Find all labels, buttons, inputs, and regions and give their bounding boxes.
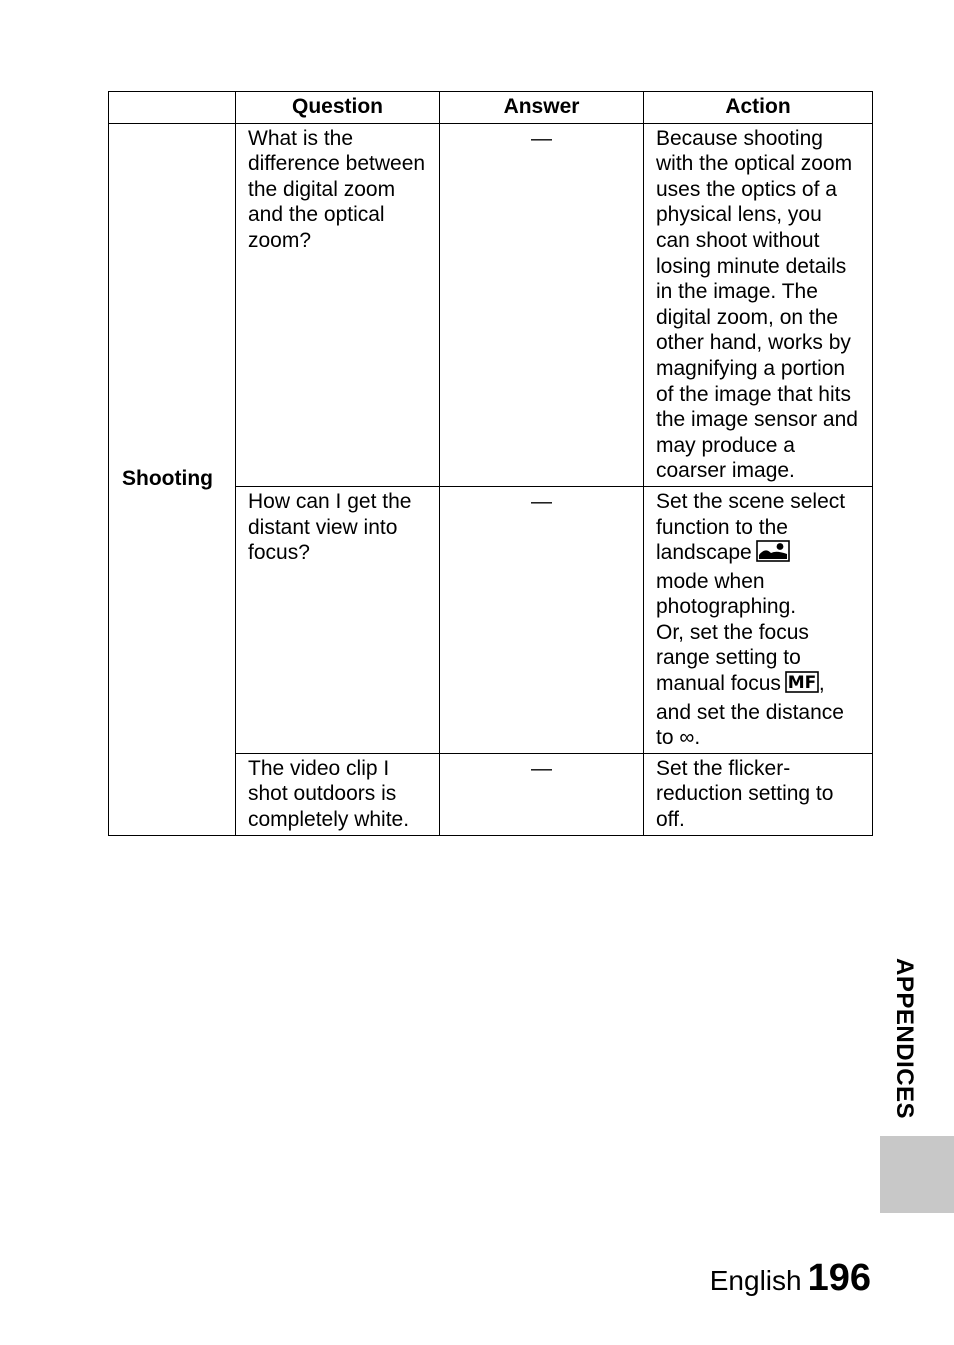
header-question: Question <box>236 92 440 124</box>
question-cell: How can I get the distant view into focus? <box>236 486 440 753</box>
answer-cell: — <box>440 486 644 753</box>
table-header-row <box>109 92 873 124</box>
faq-table <box>108 91 873 836</box>
question-cell: The video clip I shot outdoors is completely white. <box>236 753 440 835</box>
action-text-part4: , and set the distance to ∞. <box>656 672 844 750</box>
header-answer: Answer <box>440 92 644 124</box>
page-footer <box>710 1257 871 1300</box>
manual-focus-icon-text: MF <box>787 673 817 694</box>
answer-cell: — <box>440 753 644 835</box>
footer-language: English <box>709 1265 802 1296</box>
answer-cell: — <box>440 123 644 486</box>
header-category <box>109 92 236 124</box>
page-number: 196 <box>807 1257 871 1299</box>
question-cell: What is the difference between the digital zoom and the optical zoom? <box>236 123 440 486</box>
landscape-mode-icon <box>756 540 790 569</box>
table-row <box>109 123 873 486</box>
action-cell <box>644 486 873 753</box>
section-tab-marker <box>880 1136 954 1213</box>
appendices-side-label <box>880 958 928 1128</box>
action-text-part3: Or, set the focus range setting to manual focus <box>656 620 809 696</box>
manual-focus-icon <box>785 671 819 700</box>
action-text-part2: mode when photographing. <box>656 569 797 619</box>
action-cell: Set the flicker-reduction setting to off. <box>644 753 873 835</box>
action-cell: Because shooting with the optical zoom uses the optics of a physical lens, you can shoot without losing minute details in the image. The digital zoom, on the other hand, works by magnifying a portion of the image that hits the image sensor and may produce a coarser image. <box>644 123 873 486</box>
category-cell: Shooting <box>109 123 236 835</box>
appendices-label-text: APPENDICES <box>891 958 918 1120</box>
header-action: Action <box>644 92 873 124</box>
action-text-part1: Set the scene select function to the landscape <box>656 489 846 565</box>
